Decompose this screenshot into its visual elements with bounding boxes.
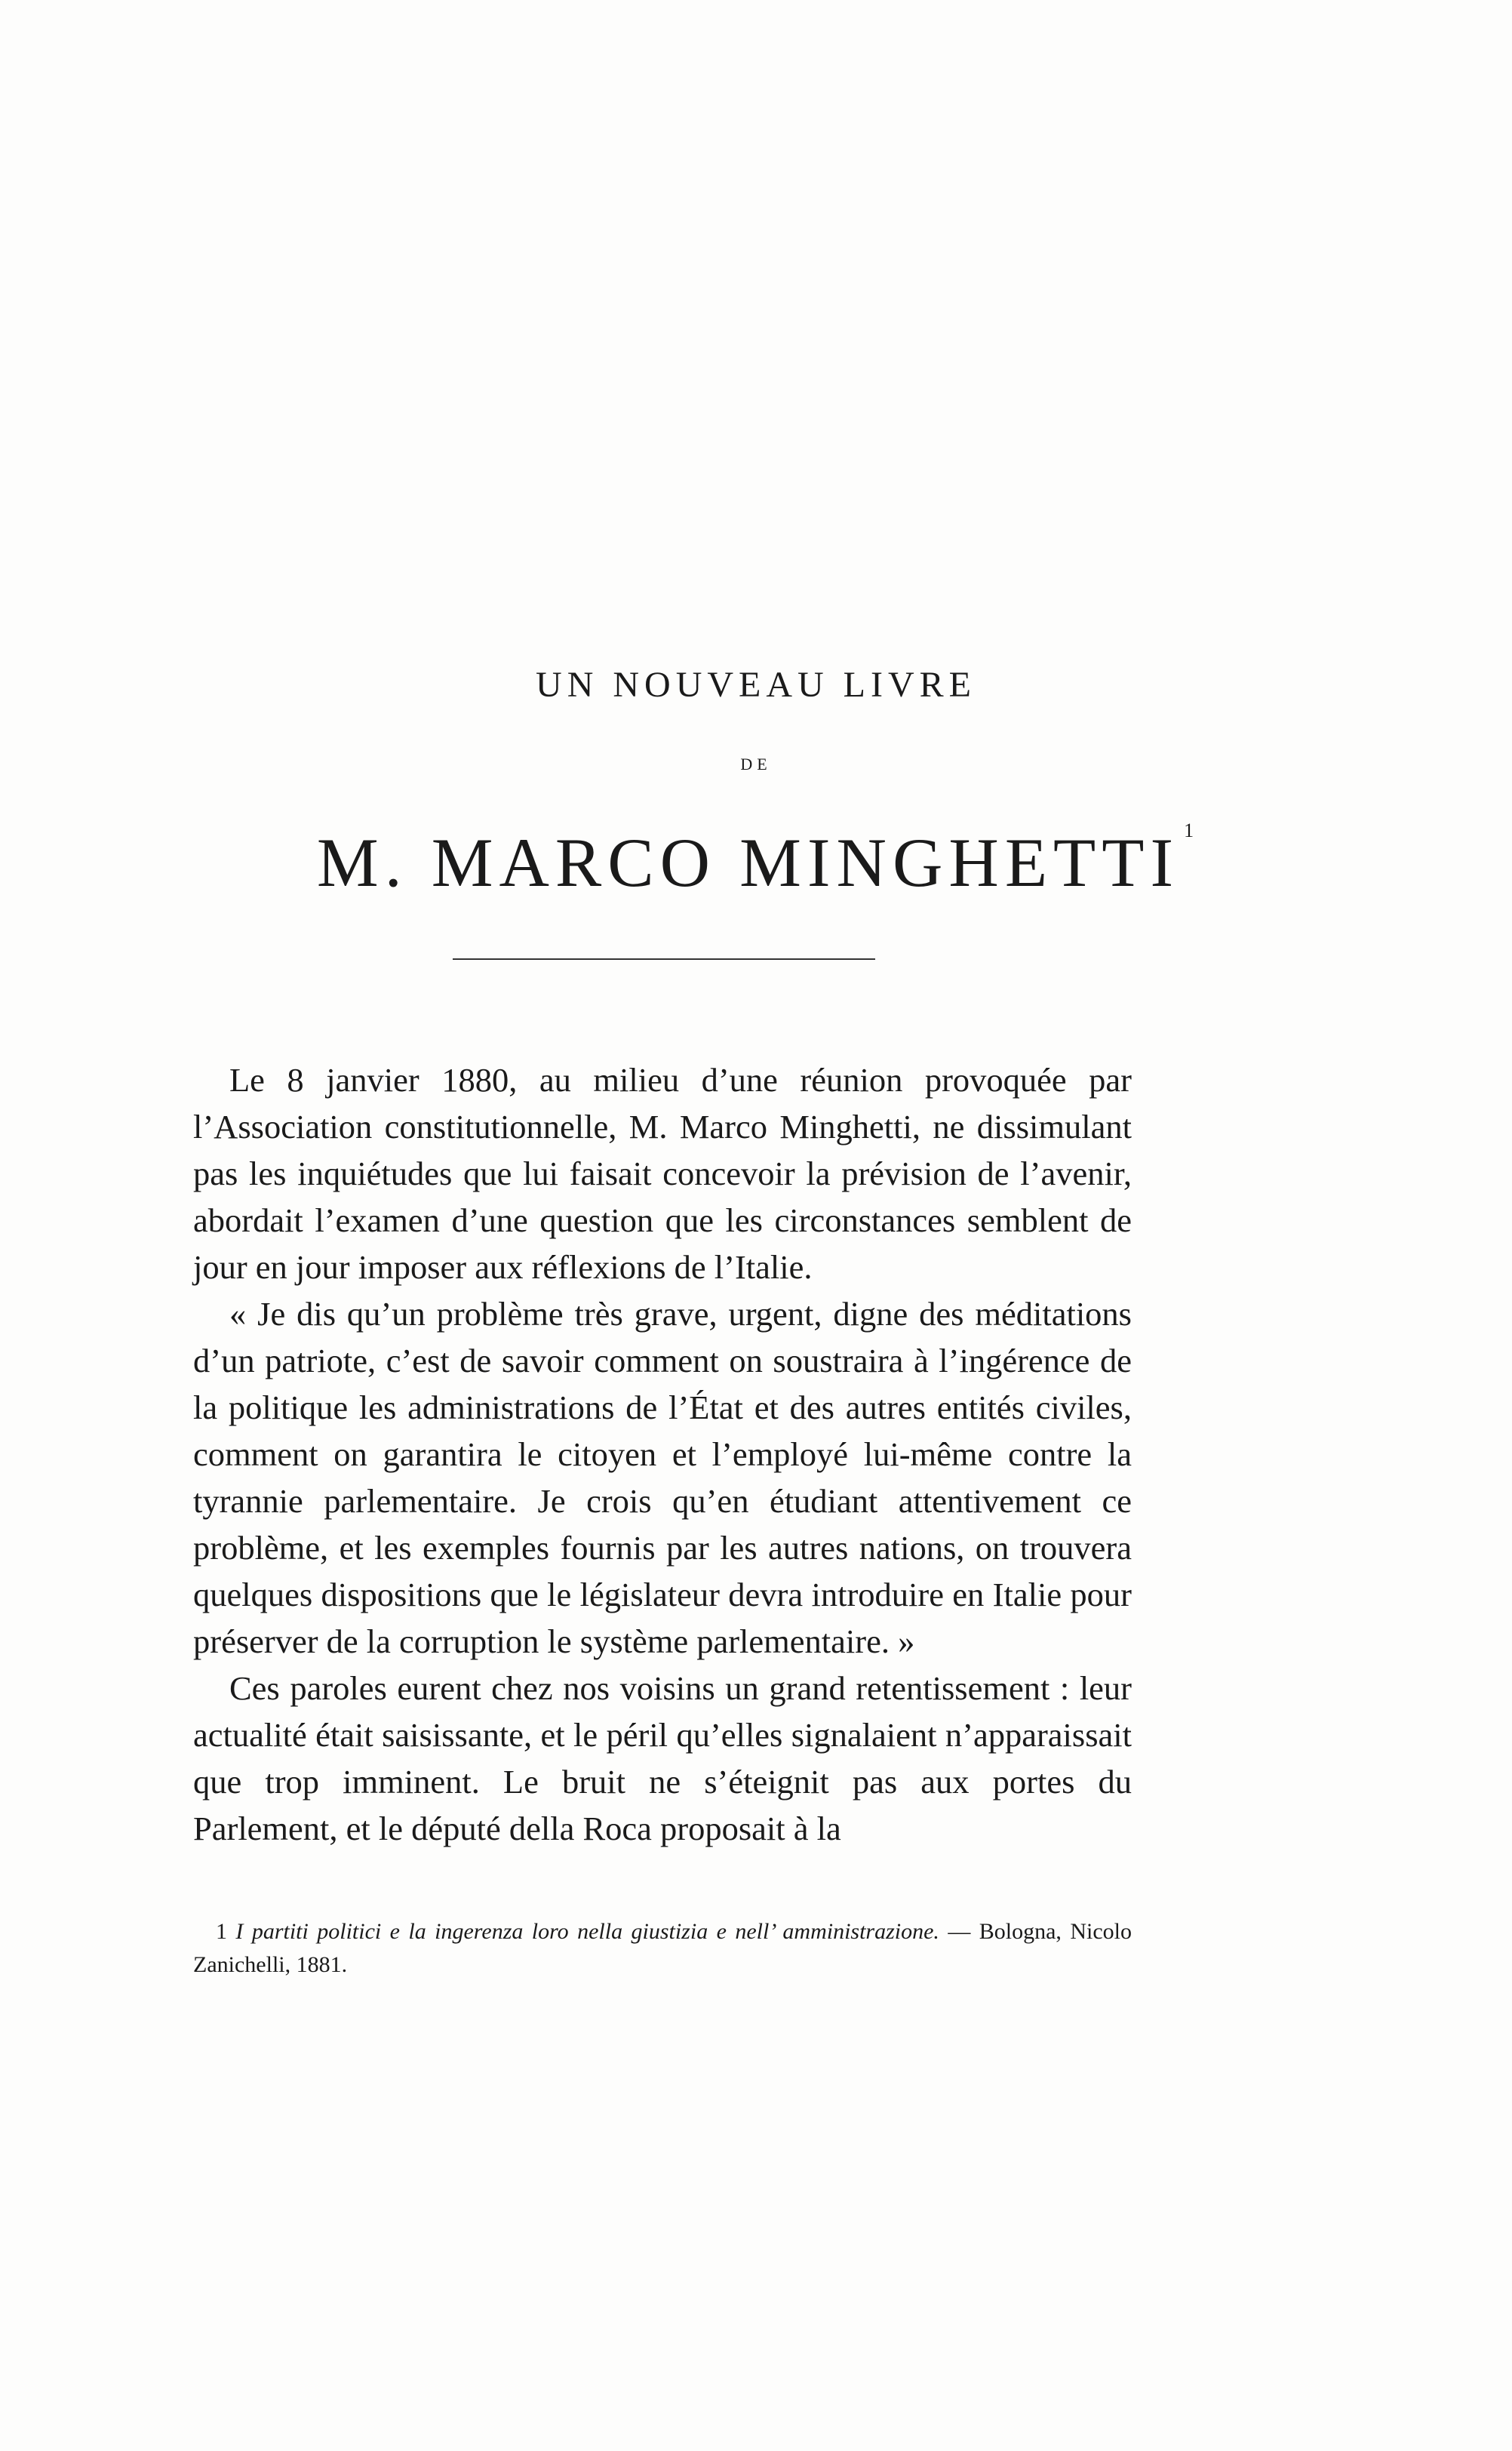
paragraph-3: Ces paroles eurent chez nos voisins un grand retentissement : leur actualité était saisissante, et le péril qu’elles signalaient n’apparaissait que trop imminent. Le bruit ne s’éteignit pas aux portes du Parlement, et le député della Roca proposait à la	[193, 1669, 1132, 1847]
footnote	[193, 1915, 1132, 1982]
body-text	[193, 1056, 1132, 1852]
title-divider	[453, 958, 875, 960]
title-line-1: UN NOUVEAU LIVRE	[536, 665, 976, 705]
paragraph-1: Le 8 janvier 1880, au milieu d’une réunion provoquée par l’Association constitutionnelle, M. Marco Minghetti, ne dissimulant pas les inquiétudes que lui faisait concevoir la prévision de l’avenir, abordait l’examen d’une question que les circonstances semblent de jour en jour imposer aux réflexions de l’Italie.	[193, 1061, 1132, 1286]
title-line-2	[0, 820, 1512, 903]
footnote-marker: 1	[216, 1919, 227, 1944]
title-connector: DE	[740, 755, 772, 773]
title-name: M. MARCO MINGHETTI	[316, 824, 1180, 901]
footnote-title: I partiti politici e la ingerenza loro nella giustizia e nell’ amministrazione.	[235, 1919, 939, 1944]
paragraph-2: « Je dis qu’un problème très grave, urgent, digne des méditations d’un patriote, c’est de savoir comment on soustraira à l’ingérence de la politique les administrations de l’État et des autres entités civiles, comment on garantira le citoyen et l’employé lui-même contre la tyrannie parlementaire. Je crois qu’en étudiant attentivement ce problème, et les exemples fournis par les autres nations, on trouvera quelques dispositions que le législateur devra introduire en Italie pour préserver de la corruption le système parlementaire. »	[193, 1295, 1132, 1660]
title-footnote-marker: 1	[1184, 820, 1200, 841]
footnote-publisher: — Bologna, Nicolo Zanichelli, 1881.	[193, 1919, 1132, 1977]
